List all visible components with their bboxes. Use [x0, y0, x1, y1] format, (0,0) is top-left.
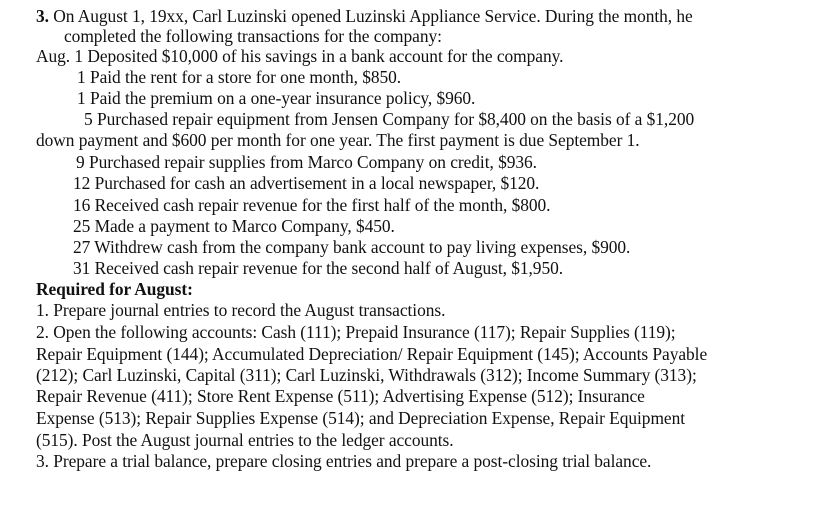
required-line: Repair Equipment (144); Accumulated Depreciation/ Repair Equipment (145); Accounts Payable [36, 344, 708, 364]
transaction-line: 1 Paid the premium on a one-year insurance policy, $960. [77, 88, 476, 108]
problem-intro-line-1 [36, 6, 693, 26]
required-line: (515). Post the August journal entries to the ledger accounts. [36, 430, 454, 450]
required-line: Expense (513); Repair Supplies Expense (514); and Depreciation Expense, Repair Equipment [36, 408, 686, 428]
transaction-line: 27 Withdrew cash from the company bank account to pay living expenses, $900. [73, 237, 631, 257]
transaction-line: Aug. 1 Deposited $10,000 of his savings in a bank account for the company. [36, 46, 564, 66]
required-line: 2. Open the following accounts: Cash (111); Prepaid Insurance (117); Repair Supplies (119); [36, 322, 676, 342]
required-heading: Required for August: [36, 279, 193, 299]
transaction-line: 31 Received cash repair revenue for the second half of August, $1,950. [73, 258, 564, 278]
problem-intro-text: On August 1, 19xx, Carl Luzinski opened Luzinski Appliance Service. During the month, he [53, 6, 693, 26]
transaction-line: 9 Purchased repair supplies from Marco Company on credit, $936. [76, 152, 537, 172]
transaction-line: 25 Made a payment to Marco Company, $450. [73, 216, 395, 236]
transaction-line: 5 Purchased repair equipment from Jensen Company for $8,400 on the basis of a $1,200 [84, 109, 695, 129]
problem-intro-line-2: completed the following transactions for the company: [64, 26, 442, 46]
problem-number: 3. [36, 6, 49, 26]
required-line: (212); Carl Luzinski, Capital (311); Carl Luzinski, Withdrawals (312); Income Summary (313); [36, 365, 697, 385]
transaction-line: 12 Purchased for cash an advertisement in a local newspaper, $120. [73, 173, 540, 193]
required-line: 1. Prepare journal entries to record the August transactions. [36, 300, 446, 320]
transaction-line-continued: down payment and $600 per month for one year. The first payment is due September 1. [36, 130, 640, 150]
transaction-line: 16 Received cash repair revenue for the first half of the month, $800. [73, 195, 551, 215]
required-line: 3. Prepare a trial balance, prepare closing entries and prepare a post-closing trial balance. [36, 451, 652, 471]
required-line: Repair Revenue (411); Store Rent Expense (511); Advertising Expense (512); Insurance [36, 386, 645, 406]
transaction-line: 1 Paid the rent for a store for one month, $850. [77, 67, 402, 87]
